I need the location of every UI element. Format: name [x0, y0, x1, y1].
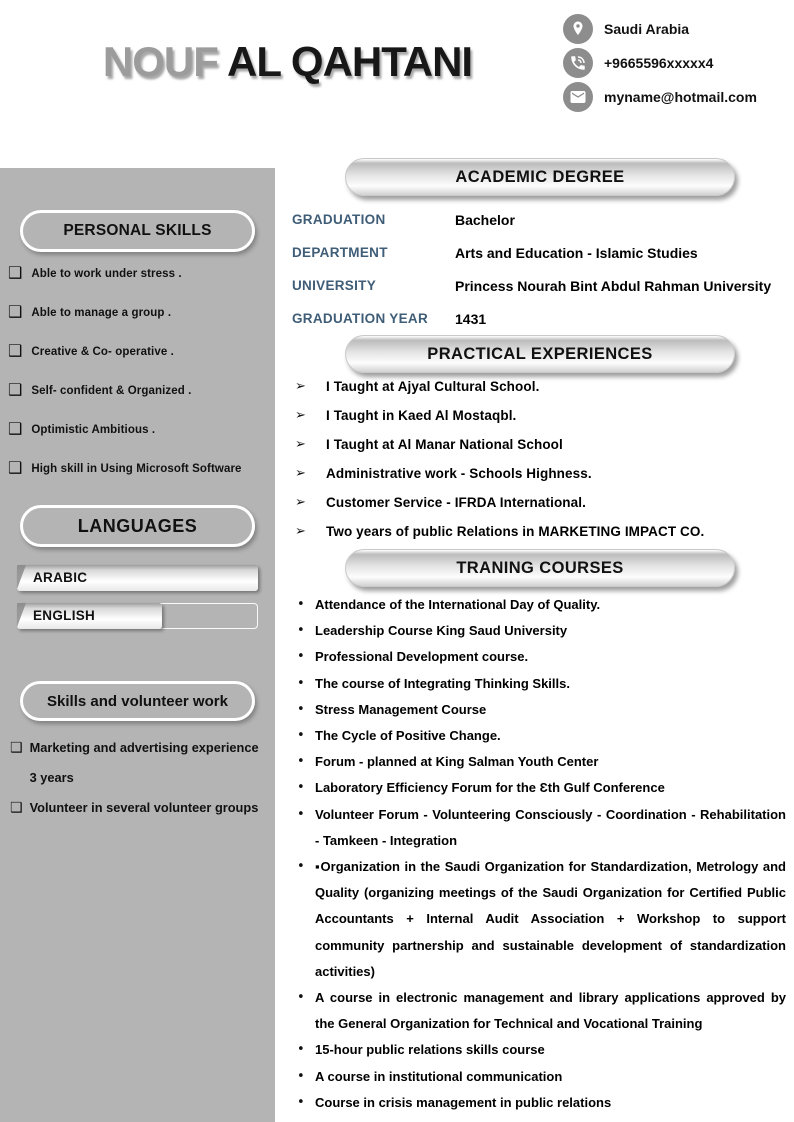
training-course-item	[297, 985, 786, 1037]
arrowhead-bullet-icon: ➢	[295, 437, 306, 452]
practical-experience-text: Two years of public Relations in MARKETING IMPACT CO.	[326, 524, 705, 539]
person-last-name: AL QAHTANI	[217, 38, 473, 85]
training-course-text: Attendance of the International Day of Quality.	[315, 597, 601, 612]
volunteer-heading: Skills and volunteer work	[20, 681, 255, 721]
volunteer-item-text: Marketing and advertising experience 3 years	[29, 740, 259, 785]
personal-skill-text: Optimistic Ambitious .	[31, 424, 156, 436]
volunteer-list	[10, 733, 263, 823]
practical-experience-item	[295, 465, 786, 482]
training-course-item	[297, 618, 786, 644]
academic-degree-row	[292, 236, 788, 269]
arrowhead-bullet-icon: ➢	[295, 466, 306, 481]
checkbox-icon: ❑	[8, 458, 23, 477]
training-course-item	[297, 1090, 786, 1116]
training-course-item	[297, 854, 786, 985]
dot-bullet-icon: •	[297, 1042, 305, 1058]
sidebar	[0, 168, 275, 1122]
academic-field-label: GRADUATION YEAR	[292, 311, 429, 326]
training-course-text: The Cycle of Positive Change.	[315, 728, 501, 744]
practical-experience-item	[295, 378, 786, 395]
checkbox-icon: ❑	[8, 302, 23, 321]
dot-bullet-icon: •	[297, 806, 305, 822]
language-level-track	[17, 603, 258, 629]
practical-experiences-list	[295, 378, 786, 552]
academic-degree-row	[292, 203, 788, 236]
language-level-bar	[17, 603, 162, 629]
training-course-item	[297, 802, 786, 854]
arrowhead-bullet-icon: ➢	[295, 495, 306, 510]
academic-field-label: DEPARTMENT	[292, 245, 388, 260]
training-course-item	[297, 723, 786, 749]
dot-bullet-icon: •	[297, 623, 305, 639]
academic-field-value: Princess Nourah Bint Abdul Rahman University	[455, 277, 772, 294]
language-name: ENGLISH	[33, 608, 96, 623]
practical-experience-item	[295, 407, 786, 424]
personal-skills-list	[0, 265, 275, 499]
checkbox-icon: ❑	[8, 341, 23, 360]
contact-location-text: Saudi Arabia	[604, 21, 690, 37]
training-course-item	[297, 644, 786, 670]
training-course-text: Stress Management Course	[315, 701, 487, 717]
training-courses-list	[297, 592, 786, 1116]
training-course-text: Volunteer Forum - Volunteering Consciously - Coordination - Rehabilitation - Tamkeen - Integration	[315, 806, 786, 848]
personal-skill-item	[0, 265, 275, 304]
training-course-text: Forum - planned at King Salman Youth Center	[315, 754, 599, 770]
academic-field-label: UNIVERSITY	[292, 278, 377, 293]
practical-experience-text: Administrative work - Schools Highness.	[326, 466, 592, 481]
academic-field-label: GRADUATION	[292, 212, 386, 227]
training-course-text: The course of Integrating Thinking Skills.	[315, 675, 570, 691]
dot-bullet-icon: •	[297, 780, 305, 796]
language-level-bar	[17, 565, 258, 591]
dot-bullet-icon: •	[297, 1068, 305, 1084]
person-first-name: NOUF	[102, 38, 218, 85]
arrowhead-bullet-icon: ➢	[295, 379, 306, 394]
personal-skill-text: Able to manage a group .	[31, 307, 172, 319]
personal-skill-text: Able to work under stress .	[31, 268, 182, 280]
training-course-text: ▪Organization in the Saudi Organization for Standardization, Metrology and Quality (organizing meetings of the Saudi Organization for Certified Public Accountants + Internal Audit Association + Workshop to support community partnership and sustainable development of standardization activities)	[315, 859, 786, 979]
dot-bullet-icon: •	[297, 1094, 305, 1110]
training-course-item	[297, 1064, 786, 1090]
personal-skill-item	[0, 343, 275, 382]
volunteer-item	[10, 793, 263, 823]
academic-degree-table	[292, 203, 788, 335]
dot-bullet-icon: •	[297, 675, 305, 691]
practical-experience-text: I Taught at Al Manar National School	[326, 437, 563, 452]
dot-bullet-icon: •	[297, 701, 305, 717]
personal-skill-text: Creative & Co- operative .	[31, 346, 174, 358]
training-courses-heading: TRANING COURSES	[345, 549, 735, 587]
personal-skill-item	[0, 382, 275, 421]
contact-email-text: myname@hotmail.com	[604, 89, 757, 105]
practical-experiences-heading: PRACTICAL EXPERIENCES	[345, 335, 735, 373]
training-course-text: Laboratory Efficiency Forum for the Ɛth Gulf Conference	[315, 780, 665, 796]
training-course-item	[297, 1037, 786, 1063]
practical-experience-text: I Taught at Ajyal Cultural School.	[326, 379, 540, 394]
dot-bullet-icon: •	[297, 859, 305, 875]
academic-degree-row	[292, 302, 788, 335]
checkbox-icon: ❑	[8, 419, 23, 438]
academic-field-value: Bachelor	[455, 211, 515, 228]
practical-experience-text: I Taught in Kaed Al Mostaqbl.	[326, 408, 517, 423]
training-course-item	[297, 697, 786, 723]
contact-phone-text: +9665596xxxxx4	[604, 55, 714, 71]
practical-experience-text: Customer Service - IFRDA International.	[326, 495, 586, 510]
personal-skill-item	[0, 421, 275, 460]
training-course-text: Course in crisis management in public relations	[315, 1094, 612, 1110]
volunteer-item	[10, 733, 263, 793]
main-column	[275, 0, 794, 1122]
academic-field-value: Arts and Education - Islamic Studies	[455, 244, 698, 261]
dot-bullet-icon: •	[297, 754, 305, 770]
training-course-item	[297, 749, 786, 775]
training-course-text: 15-hour public relations skills course	[315, 1042, 545, 1058]
checkbox-icon: ❑	[8, 263, 23, 282]
dot-bullet-icon: •	[297, 597, 305, 612]
academic-degree-heading: ACADEMIC DEGREE	[345, 158, 735, 196]
checkbox-icon: ❑	[8, 380, 23, 399]
training-course-item	[297, 775, 786, 801]
arrowhead-bullet-icon: ➢	[295, 524, 306, 539]
personal-skill-text: High skill in Using Microsoft Software	[31, 463, 242, 475]
dot-bullet-icon: •	[297, 990, 305, 1006]
languages-heading: LANGUAGES	[20, 505, 255, 547]
dot-bullet-icon: •	[297, 728, 305, 744]
dot-bullet-icon: •	[297, 649, 305, 665]
training-course-text: Professional Development course.	[315, 649, 529, 665]
practical-experience-item	[295, 436, 786, 453]
training-course-item	[297, 592, 786, 618]
training-course-item	[297, 671, 786, 697]
academic-degree-row	[292, 269, 788, 302]
training-course-text: A course in electronic management and library applications approved by the General Organization for Technical and Vocational Training	[315, 990, 786, 1032]
checkbox-icon: ❑	[10, 740, 23, 756]
language-name: ARABIC	[33, 570, 88, 585]
practical-experience-item	[295, 494, 786, 511]
practical-experience-item	[295, 523, 786, 540]
personal-skills-heading: PERSONAL SKILLS	[20, 210, 255, 252]
personal-skill-item	[0, 460, 275, 499]
volunteer-item-text: Volunteer in several volunteer groups	[29, 800, 259, 815]
language-level-track	[17, 565, 258, 591]
personal-skill-text: Self- confident & Organized .	[31, 385, 192, 397]
checkbox-icon: ❑	[10, 800, 23, 816]
academic-field-value: 1431	[455, 310, 487, 327]
arrowhead-bullet-icon: ➢	[295, 408, 306, 423]
personal-skill-item	[0, 304, 275, 343]
training-course-text: A course in institutional communication	[315, 1068, 563, 1084]
training-course-text: Leadership Course King Saud University	[315, 623, 568, 639]
languages-list	[17, 565, 258, 629]
